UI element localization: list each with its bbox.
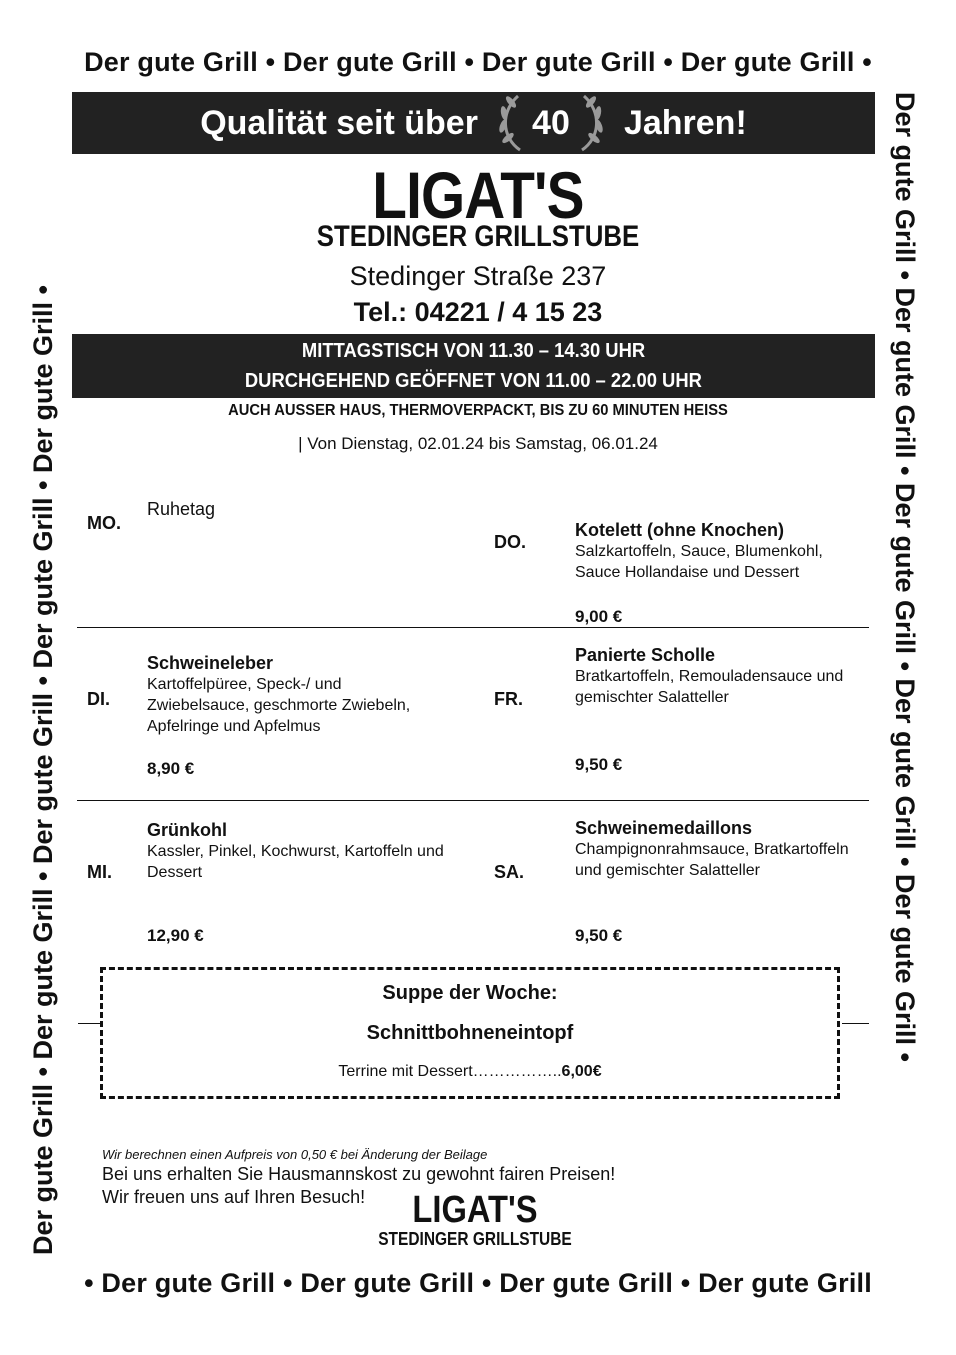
dish-name: Panierte Scholle bbox=[575, 645, 716, 665]
divider bbox=[78, 1023, 102, 1024]
border-text-left: Der gute Grill • Der gute Grill • Der gute Grill • Der gute Grill • Der gute Grill • bbox=[28, 285, 58, 1255]
dish-description: Champignonrahmsauce, Bratkartoffeln und gemischter Salatteller bbox=[575, 841, 849, 879]
price-do: 9,00 € bbox=[575, 607, 623, 626]
soup-title: Suppe der Woche: bbox=[382, 982, 558, 1004]
divider bbox=[842, 1023, 869, 1024]
footer-logo-subtitle: STEDINGER GRILLSTUBE bbox=[378, 1229, 572, 1249]
dish-sa bbox=[575, 817, 865, 881]
dish-description: Kassler, Pinkel, Kochwurst, Kartoffeln und Dessert bbox=[147, 843, 444, 881]
footer-text-prices: Bei uns erhalten Sie Hausmannskost zu gewohnt fairen Preisen! bbox=[102, 1164, 616, 1184]
soup-offer bbox=[103, 1063, 837, 1081]
day-label-mi: MI. bbox=[87, 862, 112, 882]
laurel-wreath-icon bbox=[492, 92, 610, 154]
soup-item: Terrine mit Dessert…………….. bbox=[338, 1063, 562, 1080]
dish-description: Bratkartoffeln, Remouladensauce und gemischter Salatteller bbox=[575, 668, 844, 706]
day-label-mo: MO. bbox=[87, 513, 121, 533]
footer-text-visit: Wir freuen uns auf Ihren Besuch! bbox=[102, 1187, 366, 1207]
price-fr: 9,50 € bbox=[575, 755, 623, 774]
divider bbox=[77, 800, 869, 801]
dish-di bbox=[147, 652, 447, 737]
years-number: 40 bbox=[532, 103, 570, 142]
dish-fr bbox=[575, 644, 865, 708]
divider bbox=[77, 627, 869, 628]
day-label-fr: FR. bbox=[494, 689, 523, 709]
day-label-do: DO. bbox=[494, 532, 527, 552]
takeaway-note: AUCH AUSSER HAUS, THERMOVERPACKT, BIS ZU 60 MINUTEN HEISS bbox=[228, 402, 728, 419]
dish-name: Schweineleber bbox=[147, 653, 274, 673]
soup-of-the-week-box bbox=[100, 967, 840, 1099]
dish-name: Schweinemedaillons bbox=[575, 818, 753, 838]
address: Stedinger Straße 237 bbox=[349, 261, 607, 291]
quality-text-before: Qualität seit über bbox=[200, 103, 478, 142]
soup-price: 6,00€ bbox=[561, 1063, 602, 1080]
restaurant-subtitle: STEDINGER GRILLSTUBE bbox=[316, 220, 640, 253]
dish-name: Ruhetag bbox=[147, 499, 216, 519]
price-sa: 9,50 € bbox=[575, 926, 623, 945]
menu-period: | Von Dienstag, 02.01.24 bis Samstag, 06.01.24 bbox=[298, 434, 658, 453]
dish-name: Grünkohl bbox=[147, 820, 227, 840]
soup-name: Schnittbohneneintopf bbox=[366, 1022, 574, 1044]
price-di: 8,90 € bbox=[147, 759, 195, 778]
phone-number: Tel.: 04221 / 4 15 23 bbox=[353, 297, 603, 327]
side-dish-surcharge-note: Wir berechnen einen Aufpreis von 0,50 € bei Änderung der Beilage bbox=[102, 1147, 488, 1162]
dish-mi bbox=[147, 819, 447, 883]
hours-open: DURCHGEHEND GEÖFFNET VON 11.00 – 22.00 UHR bbox=[244, 370, 703, 392]
day-label-di: DI. bbox=[87, 689, 111, 709]
border-text-right: Der gute Grill • Der gute Grill • Der gute Grill • Der gute Grill • Der gute Grill • bbox=[890, 92, 920, 1062]
border-text-top: Der gute Grill • Der gute Grill • Der gute Grill • Der gute Grill • bbox=[84, 47, 872, 77]
dish-mo bbox=[147, 498, 447, 520]
restaurant-logo: LIGAT'S bbox=[372, 158, 584, 232]
footer-logo: LIGAT'S bbox=[412, 1189, 538, 1231]
dish-description: Salzkartoffeln, Sauce, Blumenkohl, Sauce Hollandaise und Dessert bbox=[575, 543, 823, 581]
quality-text-after: Jahren! bbox=[623, 103, 747, 142]
hours-lunch: MITTAGSTISCH VON 11.30 – 14.30 UHR bbox=[301, 340, 646, 362]
dish-name: Kotelett (ohne Knochen) bbox=[575, 520, 784, 540]
dish-description: Kartoffelpüree, Speck-/ und Zwiebelsauce, geschmorte Zwiebeln, Apfelringe und Apfelmus bbox=[147, 676, 411, 735]
day-label-sa: SA. bbox=[494, 862, 525, 882]
quality-banner bbox=[72, 92, 875, 154]
opening-hours-banner bbox=[72, 334, 875, 398]
price-mi: 12,90 € bbox=[147, 926, 204, 945]
dish-do bbox=[575, 519, 865, 583]
border-text-bottom: • Der gute Grill • Der gute Grill • Der gute Grill • Der gute Grill bbox=[84, 1268, 872, 1298]
